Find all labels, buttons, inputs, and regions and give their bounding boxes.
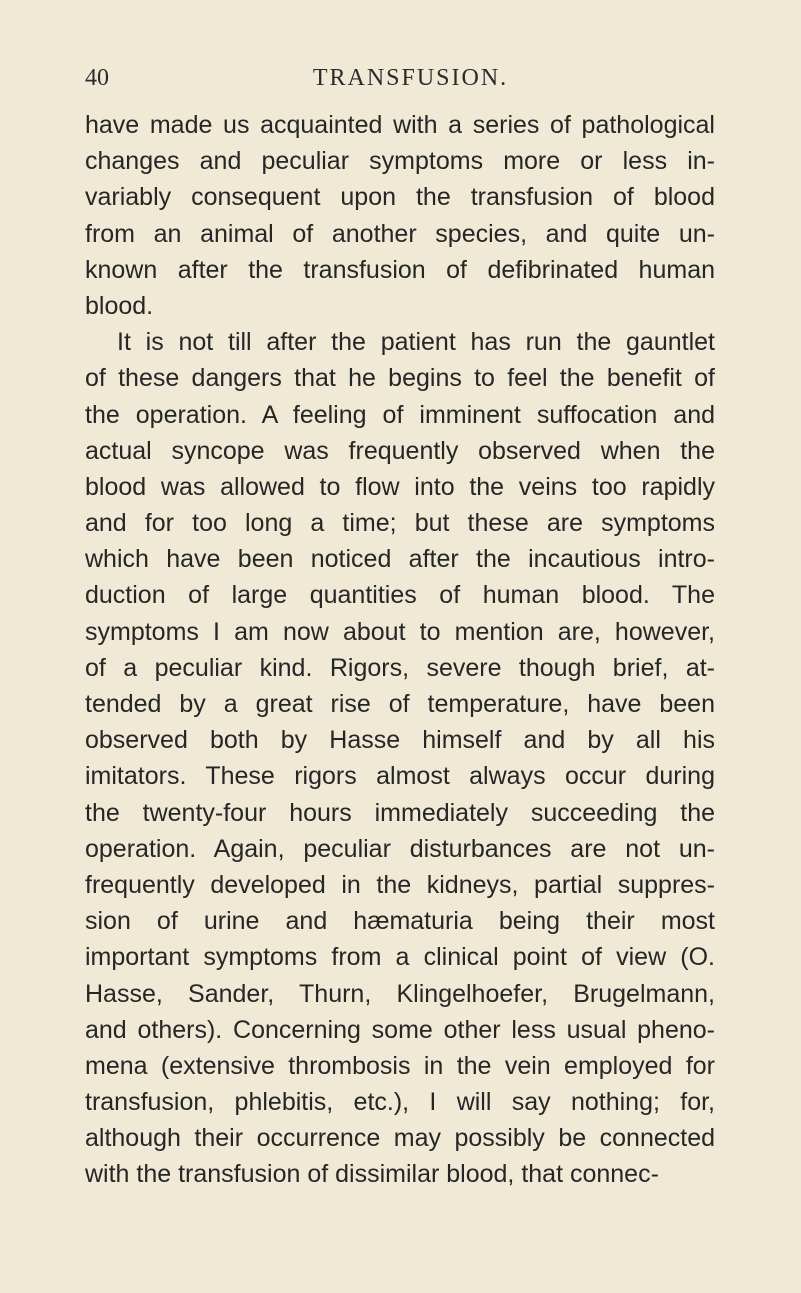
text-line: blood. [85, 291, 154, 320]
text-line: variably consequent upon the transfusion of blood [85, 183, 715, 212]
text-line: have made us acquainted with a series of pathological [85, 111, 715, 139]
page-header [85, 60, 716, 96]
text-line: duction of large quantities of human blood. The [85, 581, 715, 610]
text-line: from an animal of another species, and quite un- [85, 219, 715, 248]
text-line: with the transfusion of dissimilar blood, that connec- [85, 1160, 659, 1189]
text-line: observed both by Hasse himself and by all his [85, 726, 715, 755]
text-line: and for too long a time; but these are symptoms [85, 509, 715, 538]
text-line: of a peculiar kind. Rigors, severe though brief, at- [85, 653, 715, 682]
text-line: the operation. A feeling of imminent suffocation and [85, 400, 715, 429]
text-line: known after the transfusion of defibrinated human [85, 255, 715, 284]
text-line: tended by a great rise of temperature, have been [85, 690, 715, 718]
text-line: actual syncope was frequently observed when the [85, 436, 715, 465]
text-line: and others). Concerning some other less usual pheno- [85, 1015, 715, 1044]
text-line: frequently developed in the kidneys, partial suppres- [85, 870, 715, 899]
text-line: of these dangers that he begins to feel the benefit of [85, 364, 715, 393]
text-line: important symptoms from a clinical point of view (O. [85, 943, 715, 972]
text-line: the twenty-four hours immediately succeeding the [85, 798, 715, 827]
text-line: operation. Again, peculiar disturbances are not un- [85, 834, 715, 863]
text-line: symptoms I am now about to mention are, however, [85, 617, 715, 646]
text-line: changes and peculiar symptoms more or less in- [85, 147, 715, 176]
text-line: although their occurrence may possibly be connected [85, 1124, 715, 1153]
text-line: Hasse, Sander, Thurn, Klingelhoefer, Brugelmann, [85, 979, 715, 1008]
text-line: mena (extensive thrombosis in the vein employed for [85, 1051, 715, 1080]
text-line: transfusion, phlebitis, etc.), I will say nothing; for, [85, 1088, 715, 1117]
text-line: blood was allowed to flow into the veins too rapidly [85, 472, 715, 501]
body-text [85, 107, 715, 1193]
text-line: which have been noticed after the incautious intro- [85, 545, 715, 574]
text-line: imitators. These rigors almost always occur during [85, 762, 715, 791]
text-line: sion of urine and hæmaturia being their most [85, 907, 715, 936]
text-line: It is not till after the patient has run the gauntlet [117, 328, 715, 357]
running-title: TRANSFUSION. [312, 65, 509, 91]
page-number: 40 [85, 65, 109, 91]
